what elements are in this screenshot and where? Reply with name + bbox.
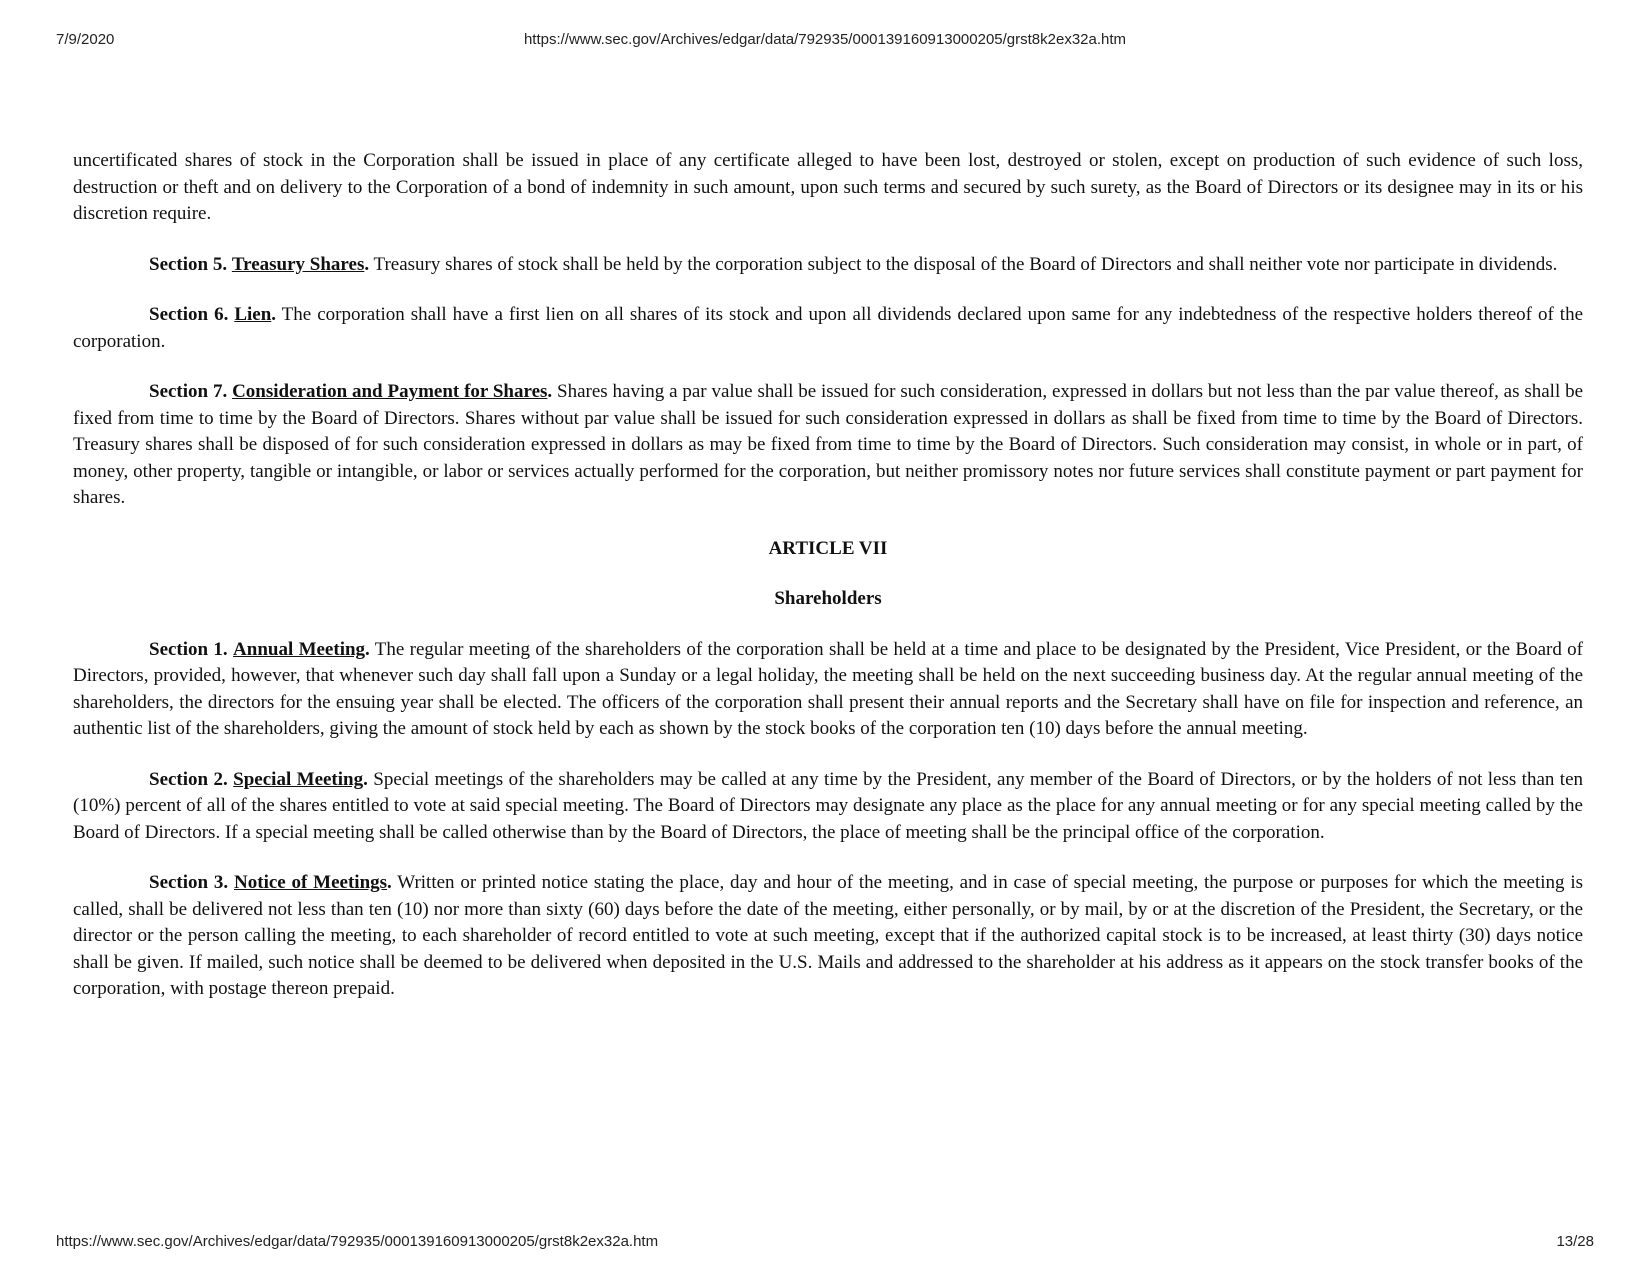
- section-notice-of-meetings: Section 3. Notice of Meetings. Written or printed notice stating the place, day and hour of the meeting, and in case of special meeting, the purpose or purposes for which the meeting is called, shall be delivered not less than ten (10) nor more than sixty (60) days before the date of the meeting, either personally, or by mail, by or at the discretion of the President, the Secretary, or the director or the person calling the meeting, to each shareholder of record entitled to vote at such meeting, except that if the authorized capital stock is to be increased, at least thirty (30) days notice shall be given. If mailed, such notice shall be deemed to be delivered when deposited in the U.S. Mails and addressed to the shareholder at his address as it appears on the stock transfer books of the corporation, with postage thereon prepaid.: [73, 872, 1583, 999]
- section-lien: Section 6. Lien. The corporation shall have a first lien on all shares of its stock and upon all dividends declared upon same for any indebtedness of the respective holders thereof of the corporation.: [73, 304, 1584, 352]
- section-title: Lien: [234, 304, 272, 325]
- document-body: [73, 148, 1583, 1027]
- section-title: Annual Meeting: [233, 638, 366, 660]
- section-text: Treasury shares of stock shall be held by the corporation subject to the disposal of the Board of Directors and shall neither vote nor participate in dividends.: [373, 253, 1558, 275]
- print-url-footer: https://www.sec.gov/Archives/edgar/data/792935/000139160913000205/grst8k2ex32a.htm: [56, 1233, 659, 1250]
- section-treasury-shares: Section 5. Treasury Shares. Treasury shares of stock shall be held by the corporation subject to the disposal of the Board of Directors and shall neither vote nor participate in dividends.: [149, 253, 1558, 275]
- section-title: Consideration and Payment for Shares: [232, 381, 548, 402]
- print-date: 7/9/2020: [56, 31, 115, 48]
- section-number: Section 7.: [149, 381, 228, 402]
- section-text: Special meetings of the shareholders may be called at any time by the President, any member of the Board of Directors, or by the holders of not less than ten (10%) percent of all of the shares entitled to vote at said special meeting. The Board of Directors may designate any place as the place for any annual meeting or for any special meeting called by the Board of Directors. If a special meeting shall be called otherwise than by the Board of Directors, the place of meeting shall be the principal office of the corporation.: [73, 768, 1584, 843]
- section-annual-meeting: Section 1. Annual Meeting. The regular meeting of the shareholders of the corporation shall be held at a time and place to be designated by the President, Vice President, or the Board of Directors, provided, however, that whenever such day shall fall upon a Sunday or a legal holiday, the meeting shall be held on the next succeeding business day. At the regular annual meeting of the shareholders, the directors for the ensuing year shall be elected. The officers of the corporation shall present their annual reports and the Secretary shall have on file for inspection and reference, an authentic list of the shareholders, giving the amount of stock held by each as shown by the stock books of the corporation ten (10) days before the annual meeting.: [73, 638, 1584, 739]
- section-text: Written or printed notice stating the place, day and hour of the meeting, and in case of special meeting, the purpose or purposes for which the meeting is called, shall be delivered not less than ten (10) nor more than sixty (60) days before the date of the meeting, either personally, or by mail, by or at the discretion of the President, the Secretary, or the director or the person calling the meeting, to each shareholder of record entitled to vote at such meeting, except that if the authorized capital stock is to be increased, at least thirty (30) days notice shall be given. If mailed, such notice shall be deemed to be delivered when deposited in the U.S. Mails and addressed to the shareholder at his address as it appears on the stock transfer books of the corporation, with postage thereon prepaid.: [73, 872, 1583, 999]
- article-subheading: Shareholders: [774, 588, 882, 609]
- section-text: The regular meeting of the shareholders of the corporation shall be held at a time and place to be designated by the President, Vice President, or the Board of Directors, provided, however, that whenever such day shall fall upon a Sunday or a legal holiday, the meeting shall be held on the next succeeding business day. At the regular annual meeting of the shareholders, the directors for the ensuing year shall be elected. The officers of the corporation shall present their annual reports and the Secretary shall have on file for inspection and reference, an authentic list of the shareholders, giving the amount of stock held by each as shown by the stock books of the corporation ten (10) days before the annual meeting.: [73, 638, 1584, 739]
- section-title: Special Meeting: [233, 768, 364, 790]
- section-number: Section 1.: [149, 638, 228, 660]
- section-number: Section 3.: [149, 872, 229, 893]
- continuation-paragraph: uncertificated shares of stock in the Corporation shall be issued in place of any certificate alleged to have been lost, destroyed or stolen, except on production of such evidence of such loss, destruction or theft and on delivery to the Corporation of a bond of indemnity in such amount, upon such terms and secured by such surety, as the Board of Directors or its designee may in its or his discretion require.: [73, 150, 1583, 224]
- section-number: Section 5.: [149, 253, 228, 275]
- section-special-meeting: Section 2. Special Meeting. Special meetings of the shareholders may be called at any time by the President, any member of the Board of Directors, or by the holders of not less than ten (10%) percent of all of the shares entitled to vote at said special meeting. The Board of Directors may designate any place as the place for any annual meeting or for any special meeting called by the Board of Directors. If a special meeting shall be called otherwise than by the Board of Directors, the place of meeting shall be the principal office of the corporation.: [73, 768, 1584, 843]
- print-footer: [56, 1233, 1594, 1253]
- page-number: 13/28: [1556, 1233, 1594, 1250]
- print-url-header: https://www.sec.gov/Archives/edgar/data/792935/000139160913000205/grst8k2ex32a.htm: [523, 31, 1127, 48]
- print-header: [56, 31, 1594, 51]
- section-title: Notice of Meetings: [234, 872, 388, 893]
- section-number: Section 2.: [149, 768, 228, 790]
- section-consideration-payment: Section 7. Consideration and Payment for Shares. Shares having a par value shall be issued for such consideration, expressed in dollars but not less than the par value thereof, as shall be fixed from time to time by the Board of Directors. Shares without par value shall be issued for such consideration expressed in dollars as shall be fixed from time to time by the Board of Directors. Treasury shares shall be disposed of for such consideration expressed in dollars as may be fixed from time to time by the Board of Directors. Such consideration may consist, in whole or in part, of money, other property, tangible or intangible, or labor or services actually performed for the corporation, but neither promissory notes nor future services shall constitute payment or part payment for shares.: [73, 381, 1584, 508]
- section-number: Section 6.: [149, 304, 229, 325]
- section-text: Shares having a par value shall be issued for such consideration, expressed in dollars but not less than the par value thereof, as shall be fixed from time to time by the Board of Directors. Shares without par value shall be issued for such consideration expressed in dollars as shall be fixed from time to time by the Board of Directors. Treasury shares shall be disposed of for such consideration expressed in dollars as may be fixed from time to time by the Board of Directors. Such consideration may consist, in whole or in part, of money, other property, tangible or intangible, or labor or services actually performed for the corporation, but neither promissory notes nor future services shall constitute payment or part payment for shares.: [73, 381, 1584, 508]
- section-text: The corporation shall have a first lien on all shares of its stock and upon all dividends declared upon same for any indebtedness of the respective holders thereof of the corporation.: [73, 304, 1584, 352]
- section-title: Treasury Shares: [231, 253, 365, 275]
- article-heading: ARTICLE VII: [768, 537, 888, 559]
